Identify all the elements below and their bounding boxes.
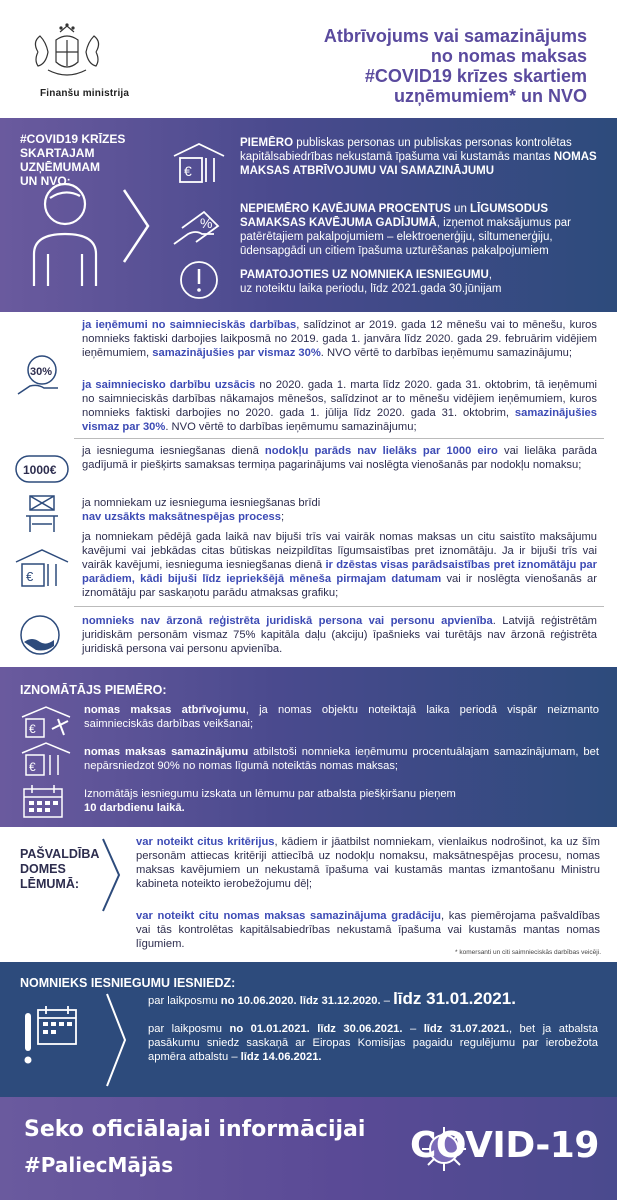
criterion-insolvency (82, 496, 597, 524)
text: ja iesnieguma iesniegšanas dienā (82, 445, 265, 457)
text: vai lielāka parāda gadījumā ir piešķirts samaksas termiņa pagarinājums vai noslēgta vienošanās par nodokļu nomaksu; (82, 445, 597, 471)
text: no 2020. gada 1. marta līdz 2020. gada 31. oktobrim, tā ieņēmumi no saimnieciskās darbības nākamajos mēnešos, salīdzinot ar to mēnešu vidējiem ieņēmumiem, kuros nomnieks faktiski darbojies no 2020. gada 1. jūlija līdz 2020. gada 31. oktobrim, (82, 379, 597, 419)
svg-text:€: € (26, 569, 34, 584)
deadline-date: līdz 31.01.2021. (393, 989, 516, 1008)
emphasis: LĪGUMSODUS SAMAKSAS KAVĒJUMA GADĪJUMĀ (240, 203, 548, 229)
lessor-item-exemption (84, 703, 599, 731)
emphasis: no 01.01.2021. līdz 30.06.2021. (229, 1023, 403, 1035)
chair-icon (14, 494, 70, 534)
deadline-date: līdz 31.07.2021. (423, 1023, 509, 1035)
svg-text:€: € (29, 722, 36, 736)
svg-text:%: % (200, 215, 213, 231)
highlight: samazinājušies vismaz par 30% (82, 407, 597, 433)
person-icon (20, 174, 110, 294)
footer-slogan: Seko oficiālajai informācijai (24, 1117, 366, 1142)
label-line: LĒMUMĀ: (20, 877, 80, 891)
text: ; (281, 511, 285, 523)
page-title (257, 26, 587, 106)
emphasis: NEPIEMĒRO KAVĒJUMA PROCENTUS (240, 203, 451, 215)
footer (0, 1097, 617, 1200)
highlight: nodokļu parāds nav lielāks par 1000 eiro (264, 445, 498, 457)
svg-text:€: € (184, 163, 192, 179)
criterion-tax-debt (82, 444, 597, 472)
emphasis: 10 darbdienu laikā. (84, 802, 185, 814)
criteria-section (0, 312, 617, 667)
text: , salīdzinot ar 2019. gada 12 mēnešu vai to mēnešu, kuros nomnieks faktiski darbojies laikposmā no 2019. gada 1. janvāra līdz 2020. gada 29. februārim vidējiem ieņēmumiem, (82, 319, 597, 359)
label-line: UZŅĒMUMAM (20, 160, 100, 174)
divider (74, 438, 604, 439)
house-euro-reduction-icon (20, 741, 72, 779)
highlight: nomnieks nav ārzonā reģistrēta juridiskā persona vai personu apvienība (82, 615, 493, 627)
text: ja nomniekam pēdējā gada laikā nav bijuši trīs vai vairāk nomas maksas un citu saistīto maksājumu kavējumi vai jebkādas citas būtiskas neizpildītas līgumsaistības pret iznomātāju. Ja ir bijuši trīs vai vairāk kavējumi, iesnieguma iesniegšanas dienā (82, 531, 597, 571)
criterion-new-business (82, 378, 597, 434)
lessor-item-reduction (84, 745, 599, 773)
highlight: ja saimniecisko darbību uzsācis (82, 379, 256, 391)
highlight: ir dzēstas visas parādsaistības pret iznomātāju par parādiem, kādi bijuši līdz iepriekšējā mēneša pirmajam datumam (82, 559, 597, 585)
title-line: no nomas maksas (430, 46, 587, 66)
emphasis: PIEMĒRO (240, 137, 294, 149)
ministry-name: Finanšu ministrija (40, 88, 130, 99)
text: . Latvijā reģistrētām juridiskām personām vismaz 75% kapitāla daļu (akciju) īpašnieks vai turētājs nav ārzonā reģistrēta juridiskā persona vai personu apvienība. (82, 615, 597, 655)
text: . NVO vērtē to darbības ieņēmumu samazinājumu; (165, 421, 417, 433)
calendar-icon (22, 783, 64, 819)
calendar-exclamation-icon (20, 1002, 80, 1066)
emphasis: PAMATOJOTIES UZ NOMNIEKA IESNIEGUMU (240, 269, 489, 281)
text: , ja nomas objektu noteiktajā laika periodā vispār neizmanto saimnieciskās darbības veikšanai; (84, 704, 600, 730)
highlight: samazinājušies par vismaz 30% (152, 347, 321, 359)
deadline-period-2 (148, 1022, 598, 1064)
text: – (402, 1023, 424, 1035)
text: , izņemot maksājumus par patērētajiem pakalpojumiem – elektroenerģiju, siltumenerģiju, ūdensapgādi un citiem īpašuma uzturēšanas pakalpojumiem (240, 217, 572, 257)
title-line: #COVID19 krīzes skartiem (364, 66, 587, 86)
chevron-right-icon (100, 837, 122, 913)
deadline-date: līdz 14.06.2021. (240, 1051, 322, 1063)
text: un (450, 203, 471, 215)
header (0, 0, 617, 118)
highlight: nav uzsākts maksātnespējas process (82, 511, 281, 523)
section-label: NOMNIEKS IESNIEGUMU IESNIEDZ: (20, 976, 236, 990)
band1-item-application (240, 268, 600, 296)
text: . NVO vērtē to darbības ieņēmumu samazinājumu; (320, 347, 573, 359)
section-label: IZNOMĀTĀJS PIEMĒRO: (20, 683, 167, 697)
label-line: PAŠVALDĪBA (20, 847, 100, 861)
highlight: var noteikt citus kritērijus (136, 836, 275, 848)
emphasis: NOMAS MAKSAS ATBRĪVOJUMU VAI SAMAZINĀJUMU (240, 151, 597, 177)
badge-30: 30% (30, 366, 53, 378)
coat-of-arms-icon (28, 22, 106, 86)
label-line: #COVID19 KRĪZES SKARTAJAM (20, 132, 126, 160)
text: uz noteiktu laika periodu, līdz 2021.gada 30.jūnijam (240, 283, 502, 295)
badge-1000: 1000€ (23, 463, 57, 477)
municipality-item-criteria (136, 835, 600, 891)
text: – (380, 995, 394, 1007)
affected-business-band (0, 118, 617, 312)
label-line: DOMES (20, 862, 66, 876)
text: vai ir noslēgta vienošanās ar iznomātāju par saskaņotu parādu atmaksas grafiku; (82, 573, 597, 599)
band1-item-no-penalty (240, 202, 600, 258)
chevron-right-icon (104, 992, 128, 1088)
text: par laikposmu (148, 1023, 230, 1035)
highlight: ja ieņēmumi no saimnieciskās darbības (82, 319, 297, 331)
svg-text:€: € (29, 760, 36, 774)
text: , kādiem ir jāatbilst nomniekam, vienlaikus nodrošinot, ka uz šīm personām attiecas kritēriji attiecībā uz nodokļu nomaksu, maksātnespējas procesu, nomas maksas kavējumiem un nekustamā īpašuma vai kustamās mantas izmantošanu Ministru kabineta noteikto ierobežojumu dēļ; (136, 836, 600, 890)
criterion-offshore (82, 614, 597, 656)
municipality-section (0, 827, 617, 962)
title-line: Atbrīvojums vai samazinājums (323, 26, 587, 46)
lessor-applies-band (0, 667, 617, 827)
text: , kas piemērojama pašvaldības vai tās kontrolētas kapitālsabiedrības nekustamā īpašuma vai kustamās mantas nomas līgumiem. (136, 910, 600, 950)
exclamation-circle-icon (170, 258, 228, 304)
deadline-period-1 (148, 989, 598, 1008)
criterion-payment-delays (82, 530, 597, 600)
house-euro-plane-icon (20, 705, 72, 741)
lessor-item-deadline (84, 787, 599, 815)
title-line: uzņēmumiem* un NVO (393, 86, 587, 106)
chevron-right-icon (118, 186, 154, 266)
house-euro-outline-icon (14, 546, 70, 590)
criterion-income-drop (82, 318, 597, 360)
tax-debt-badge-icon (14, 452, 70, 486)
band1-item-apply (240, 136, 600, 178)
house-euro-icon (170, 140, 228, 186)
municipality-item-gradation (136, 909, 600, 951)
emphasis: nomas maksas atbrīvojumu (84, 704, 246, 716)
text: , bet ja atbalsta pasākumu sniedz saskaņā ar Eiropas Komisijas pagaidu regulējumu par ierobežota apmēra atbalstu – (148, 1023, 598, 1063)
emphasis: nomas maksas samazinājumu (84, 746, 249, 758)
label-line: UN NVO: (20, 174, 71, 188)
hand-percent-icon (170, 204, 228, 250)
submission-deadlines-band (0, 962, 617, 1097)
text: Iznomātājs iesniegumu izskata un lēmumu par atbalsta piešķiršanu pieņem (84, 788, 456, 800)
footer-hashtag: #PaliecMājās (24, 1153, 174, 1177)
divider (74, 606, 604, 607)
section-label (20, 847, 99, 892)
globe-icon (14, 612, 66, 658)
covid-logo (392, 1117, 602, 1181)
text: par laikposmu (148, 995, 221, 1007)
emphasis: no 10.06.2020. līdz 31.12.2020. (220, 995, 381, 1007)
text: , (488, 269, 492, 281)
highlight: var noteikt citu nomas maksas samazinājuma gradāciju (136, 910, 441, 922)
hand-30-percent-icon (14, 354, 70, 398)
text: ja nomniekam uz iesnieguma iesniegšanas brīdi (82, 497, 321, 509)
text: publiskas personas un publiskas personas kontrolētas kapitālsabiedrības nekustamā īpašuma vai kustamās mantas (240, 137, 572, 163)
text: atbilstoši nomnieka ieņēmumu procentuālajam samazinājumam, bet nepārsniedzot 90% no nomas līgumā noteiktās nomas maksas; (84, 746, 599, 772)
covid-label: COVID-19 (410, 1125, 599, 1166)
footnote: * komersanti un citi saimnieciskās darbības veicēji. (455, 949, 601, 956)
